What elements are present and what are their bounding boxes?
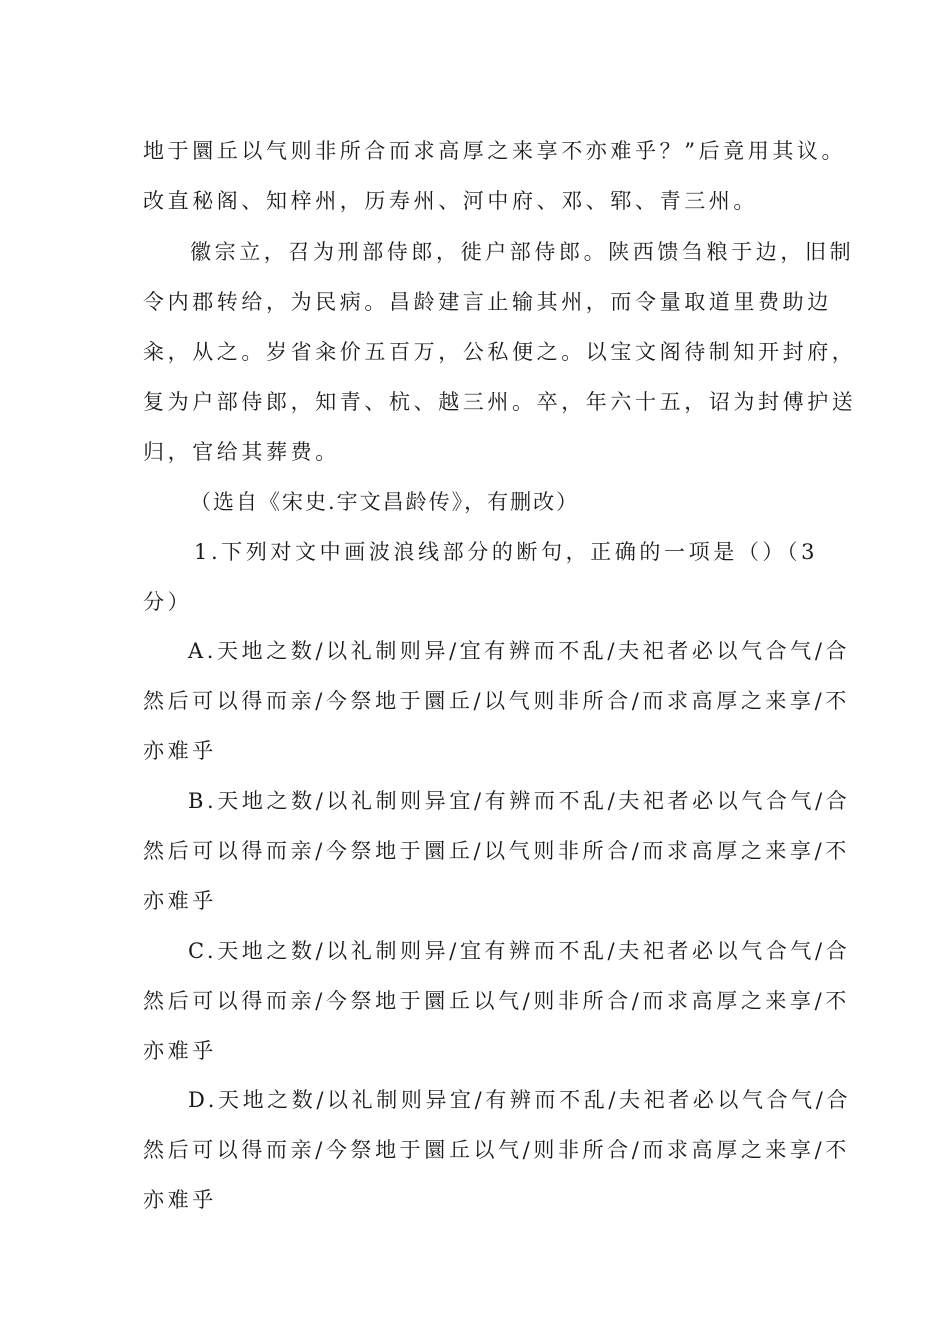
text-line: 归，官给其葬费。 <box>143 440 340 464</box>
text-line: 籴，从之。岁省籴价五百万，公私便之。以宝文阁待制知开封府， <box>143 340 857 364</box>
option-a: A.天地之数/以礼制则异/宜有辨而不乱/夫祀者必以气合气/合 <box>188 639 851 663</box>
option-c: C.天地之数/以礼制则异/宜有辨而不乱/夫祀者必以气合气/合 <box>188 939 851 963</box>
option-a-continued: 亦难乎 <box>143 739 217 763</box>
option-d-continued: 亦难乎 <box>143 1188 217 1212</box>
question-stem: 1.下列对文中画波浪线部分的断句，正确的一项是（）（3 <box>194 540 819 564</box>
text-line: 地于圜丘以气则非所合而求高厚之来享不亦难乎？”后竟用其议。 <box>143 139 847 163</box>
option-a-continued: 然后可以得而亲/今祭地于圜丘/以气则非所合/而求高厚之来享/不 <box>143 689 850 713</box>
option-c-continued: 亦难乎 <box>143 1039 217 1063</box>
text-line: 改直秘阁、知梓州，历寿州、河中府、邓、郓、青三州。 <box>143 189 758 213</box>
option-b-continued: 然后可以得而亲/今祭地于圜丘/以气则非所合/而求高厚之来享/不 <box>143 839 850 863</box>
option-d: D.天地之数/以礼制则异宜/有辨而不乱/夫祀者必以气合气/合 <box>188 1088 852 1112</box>
option-d-continued: 然后可以得而亲/今祭地于圜丘以气/则非所合/而求高厚之来享/不 <box>143 1138 850 1162</box>
source-citation: （选自《宋史.宇文昌龄传》，有删改） <box>190 490 580 514</box>
question-stem-continued: 分） <box>143 590 193 614</box>
text-line: 令内郡转给，为民病。昌龄建言止输其州，而令量取道里费助边 <box>143 290 832 314</box>
option-c-continued: 然后可以得而亲/今祭地于圜丘以气/则非所合/而求高厚之来享/不 <box>143 989 850 1013</box>
text-line: 复为户部侍郎，知青、杭、越三州。卒，年六十五，诏为封傅护送 <box>143 390 857 414</box>
option-b-continued: 亦难乎 <box>143 889 217 913</box>
option-b: B.天地之数/以礼制则异宜/有辨而不乱/夫祀者必以气合气/合 <box>188 789 851 813</box>
paragraph-start-line: 徽宗立，召为刑部侍郎，徙户部侍郎。陕西馈刍粮于边，旧制 <box>190 240 855 264</box>
